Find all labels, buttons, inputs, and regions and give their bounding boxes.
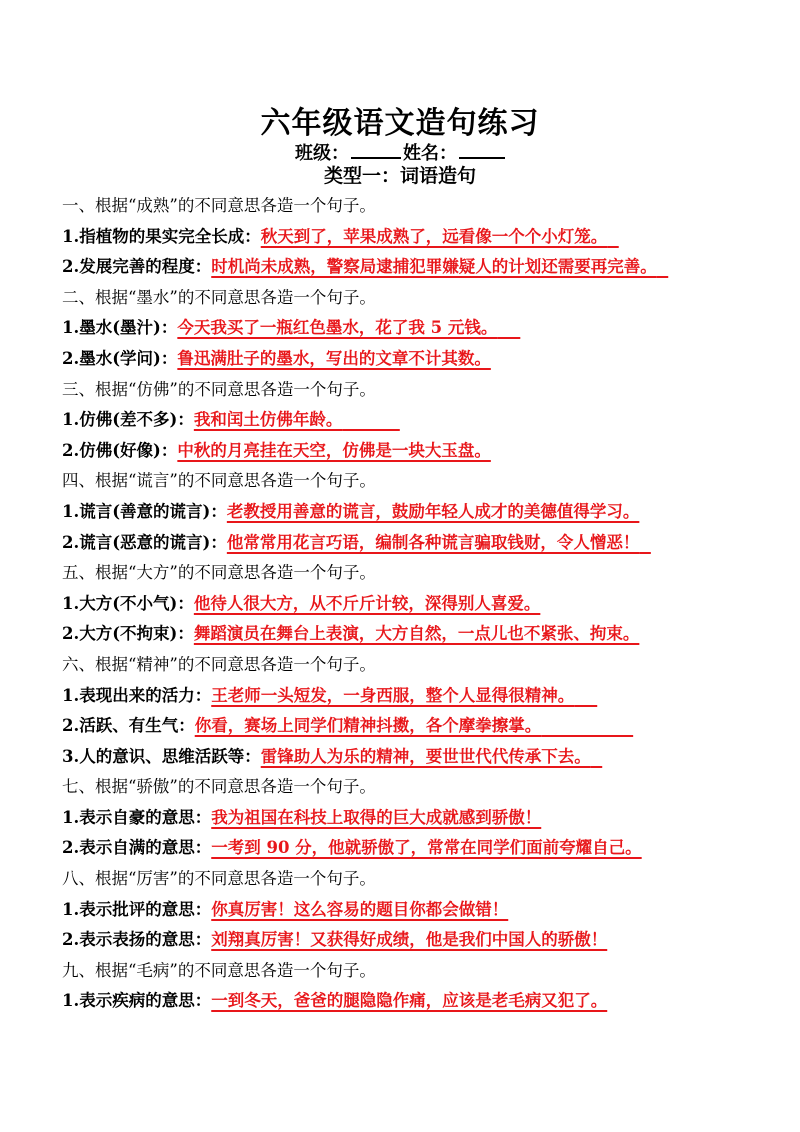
answer-underline-tail (607, 227, 619, 246)
item-answer: 他待人很大方，从不斤斤计较，深得别人喜爱。 (193, 593, 541, 613)
answer-underline-tail (497, 318, 520, 337)
section-heading: 八、根据“厉害”的不同意思各造一个句子。 (62, 869, 376, 889)
item-label: 2.大方(不拘束)： (62, 624, 194, 644)
item-label: 1.仿佛(差不多)： (62, 410, 194, 430)
item-label: 2.墨水(学问)： (62, 348, 178, 368)
section-heading: 三、根据“仿佛”的不同意思各造一个句子。 (62, 379, 376, 399)
sentence-item (62, 405, 780, 436)
sentence-item (62, 436, 780, 467)
name-label: 姓名： (403, 143, 457, 164)
item-label: 1.表示自豪的意思： (62, 807, 212, 827)
sentence-item (62, 528, 780, 559)
item-answer: 你真厉害！这么容易的题目你都会做错！ (211, 899, 509, 919)
item-answer: 王老师一头短发，一身西服，整个人显得很精神。 (211, 685, 575, 705)
sentence-item (62, 742, 780, 773)
sentence-item (62, 619, 780, 650)
section-heading: 五、根据“大方”的不同意思各造一个句子。 (62, 563, 376, 583)
sentence-item (62, 313, 780, 344)
section-heading: 六、根据“精神”的不同意思各造一个句子。 (62, 654, 376, 674)
item-answer: 时机尚未成熟，警察局逮捕犯罪嫌疑人的计划还需要再完善。 (211, 257, 657, 277)
item-answer: 刘翔真厉害！又获得好成绩，他是我们中国人的骄傲！ (211, 930, 608, 950)
class-label: 班级： (295, 143, 349, 164)
item-answer: 中秋的月亮挂在天空，仿佛是一块大玉盘。 (177, 440, 491, 460)
item-answer: 我和闰土仿佛年龄。 (193, 410, 343, 430)
sentence-item (62, 681, 780, 712)
section-heading: 九、根据“毛病”的不同意思各造一个句子。 (62, 960, 376, 980)
name-blank (459, 140, 505, 159)
sentence-item (62, 589, 780, 620)
item-label: 1.指植物的果实完全长成： (62, 226, 261, 246)
sentence-item (62, 986, 780, 1017)
item-label: 1.大方(不小气)： (62, 593, 194, 613)
item-answer: 老教授用善意的谎言，鼓励年轻人成才的美德值得学习。 (226, 501, 640, 521)
section-heading: 二、根据“墨水”的不同意思各造一个句子。 (62, 287, 376, 307)
item-label: 2.发展完善的程度： (62, 257, 212, 277)
class-blank (351, 140, 401, 159)
item-label: 2.表示表扬的意思： (62, 930, 212, 950)
page-title: 六年级语文造句练习 (260, 106, 540, 141)
item-answer: 一考到 90 分，他就骄傲了，常常在同学们面前夸耀自己。 (211, 838, 642, 858)
answer-underline-tail (639, 533, 651, 552)
item-label: 2.表示自满的意思： (62, 838, 212, 858)
section-heading: 四、根据“谎言”的不同意思各造一个句子。 (62, 471, 376, 491)
item-answer: 你看，赛场上同学们精神抖擞，各个摩拳擦掌。 (194, 716, 542, 736)
type-title: 类型一：词语造句 (323, 165, 476, 187)
answer-underline-tail (574, 686, 597, 705)
item-answer: 他常常用花言巧语，编制各种谎言骗取钱财，令人憎恶！ (226, 532, 640, 552)
item-answer: 鲁迅满肚子的墨水，写出的文章不计其数。 (177, 348, 491, 368)
item-answer: 舞蹈演员在舞台上表演，大方自然，一点儿也不紧张、拘束。 (193, 624, 640, 644)
item-answer: 我为祖国在科技上取得的巨大成就感到骄傲！ (211, 807, 542, 827)
section-heading: 一、根据“成熟”的不同意思各造一个句子。 (62, 196, 376, 215)
item-answer: 今天我买了一瓶红色墨水，花了我 5 元钱。 (177, 318, 498, 338)
sentence-item (62, 803, 780, 834)
item-label: 3.人的意识、思维活跃等： (62, 746, 261, 766)
item-label: 1.墨水(墨汁)： (62, 318, 178, 338)
answer-underline-tail (657, 257, 669, 276)
item-label: 1.谎言(善意的谎言)： (62, 501, 227, 521)
sentence-item (62, 344, 780, 375)
item-label: 1.表示疾病的意思： (62, 991, 212, 1011)
item-label: 1.表现出来的活力： (62, 685, 212, 705)
answer-underline-tail (342, 410, 399, 429)
item-answer: 一到冬天，爸爸的腿隐隐作痛，应该是老毛病又犯了。 (211, 991, 608, 1011)
section-heading: 七、根据“骄傲”的不同意思各造一个句子。 (62, 777, 376, 797)
answer-underline-tail (541, 716, 633, 735)
sentence-item (62, 925, 780, 956)
sentence-item (62, 252, 780, 283)
sentence-item (62, 833, 780, 864)
exercise-list (62, 191, 780, 1017)
item-label: 2.活跃、有生气： (62, 716, 195, 736)
item-label: 2.谎言(恶意的谎言)： (62, 532, 227, 552)
item-label: 2.仿佛(好像)： (62, 440, 178, 460)
sentence-item (62, 895, 780, 926)
item-answer: 秋天到了，苹果成熟了，远看像一个个小灯笼。 (260, 226, 608, 246)
sentence-item (62, 711, 780, 742)
item-label: 1.表示批评的意思： (62, 899, 212, 919)
answer-underline-tail (591, 747, 603, 766)
sentence-item (62, 497, 780, 528)
item-answer: 雷锋助人为乐的精神，要世世代代传承下去。 (260, 746, 591, 766)
sentence-item (62, 222, 780, 253)
